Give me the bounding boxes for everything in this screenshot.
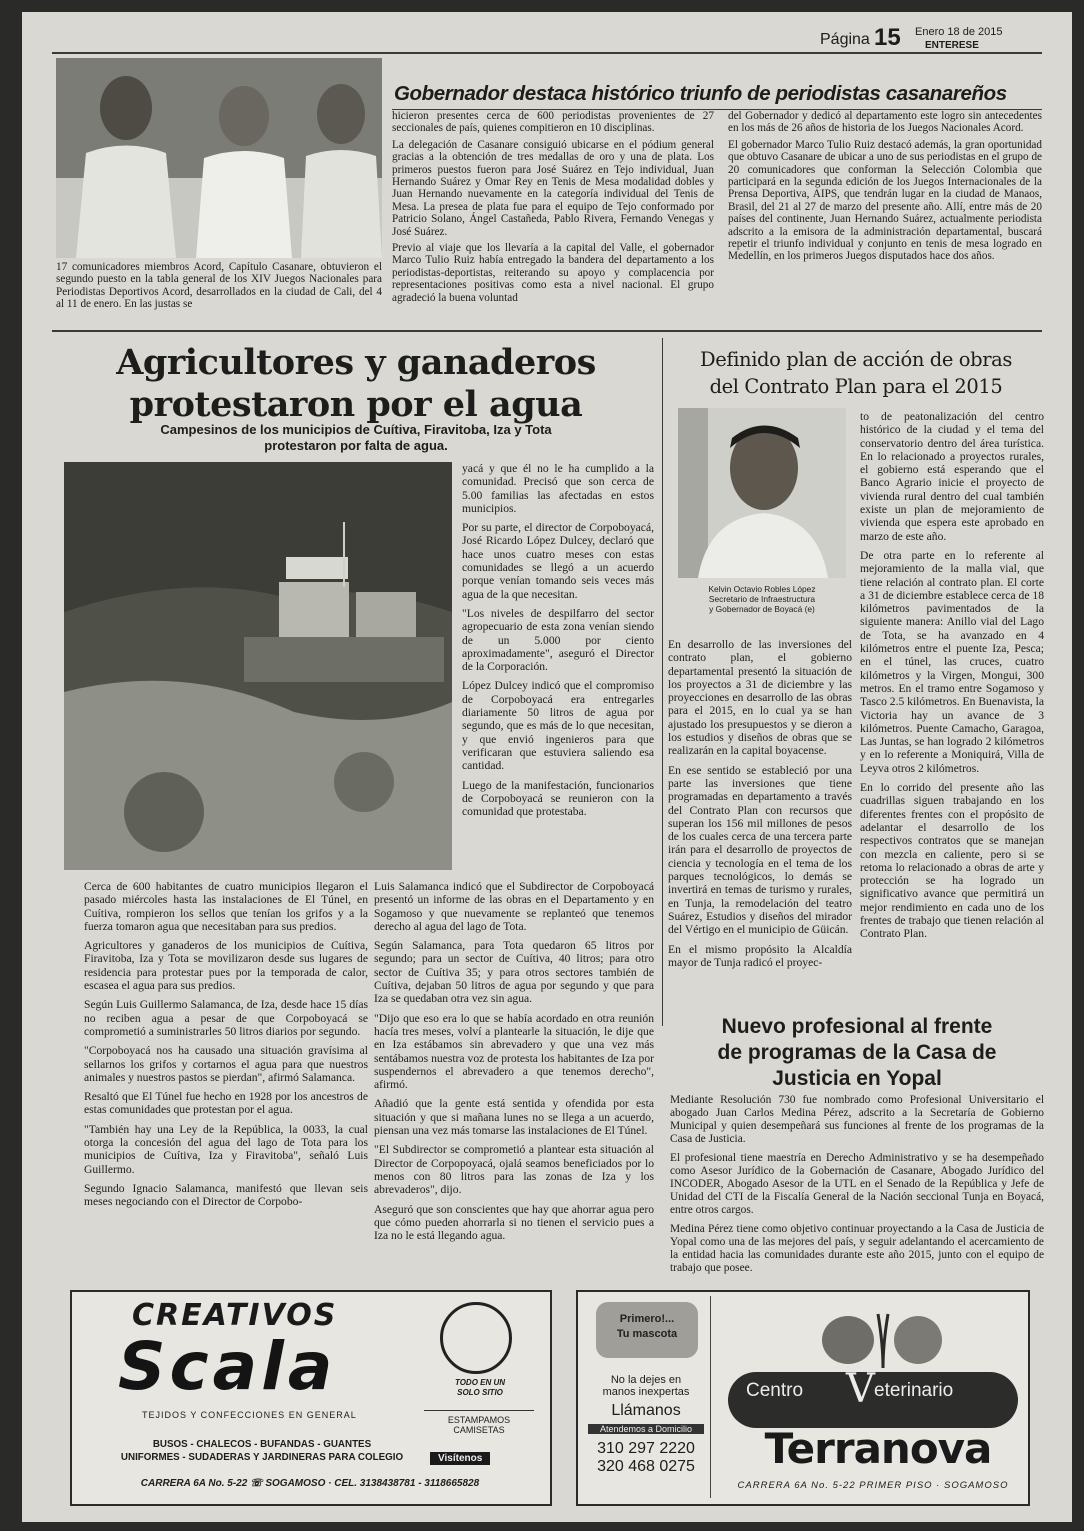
agri-title-line1: Agricultores y ganaderos: [116, 342, 596, 383]
agri-paragraph: "Dijo que eso era lo que se había acordado en otra reunión hacía tres meses, volví a plantearle la situación, le dije que en Iza estábamos sin abrevadero y que una vez más sentábamos nuestra voz de protesta los habitantes de Iza por suspendernos el abrevadero a que tenemos derecho", afirmó.: [374, 1011, 654, 1092]
official-portrait: [678, 408, 846, 578]
top-paragraph: La delegación de Casanare consiguió ubicarse en el pódium general gracias a la obtención de tres medallas de oro y una de plata. Los primeros puestos fueron para José Suárez en Tejo individual, Juan Hernando Suárez y Omar Rey en Tenis de Mesa modalidad dobles y Juan Hernando nuevamente en la categoría individual del Tenis de Mesa. La presea de plata fue para el equipo de Tejo conformado por Patricio Solano, Ángel Castañeda, Pablo Rivera, Fernando Venegas y José Suárez.: [392, 138, 714, 238]
justicia-title-line3: Justicia en Yopal: [772, 1067, 942, 1090]
scala-stamp-line: ESTAMPAMOS: [447, 1415, 511, 1425]
scala-logo-icon: [440, 1302, 512, 1374]
scala-slogan-line: TODO EN UN: [454, 1378, 506, 1387]
plan-paragraph: En desarrollo de las inversiones del contrato plan, el gobierno departamental presentó la situación de los proyectos a 31 de diciembre y las proyecciones en desarrollo de las obras para el 2015, en lo cual ya se han ajustado los presupuestos y se dieron a los estudios y diseños de obras que se realizarán en la capital boyacense.: [668, 638, 852, 758]
plan-paragraph: to de peatonalización del centro histórico de la ciudad y el tema del conservatorio dentro del área turística. En lo relacionado a proyectos rurales, el gobierno está esperando que el Banco Agrario inicie el proyecto de vivienda rural dentro del cual también existe un plan de mejoramiento de vivienda que espera este aprobado en marzo de este año.: [860, 410, 1044, 543]
terranova-brand: Terranova: [764, 1424, 992, 1473]
agri-paragraph: López Dulcey indicó que el compromiso de Corpoboyacá era entregarles diariamente 50 litros de agua por segundo, que es más de lo que necesitan, y que envió ingenieros para que verificaran que estuviera saliendo esa cantidad.: [462, 679, 654, 773]
scala-items-line: BUSOS - CHALECOS - BUFANDAS - GUANTES: [152, 1439, 372, 1450]
protest-site-photo-art: [64, 462, 452, 870]
agri-subtitle-line2: protestaron por falta de agua.: [264, 438, 448, 453]
clinic-v: V: [846, 1366, 875, 1412]
scala-items-line: UNIFORMES - SUDADERAS Y JARDINERAS PARA COLEGIO: [120, 1452, 404, 1463]
justicia-paragraph: El profesional tiene maestría en Derecho Administrativo y se ha desempeñado como Asesor Jurídico de la Gobernación de Casanare, Abogado Jurídico del INCODER, Abogado Asesor de la UTL en el Senado de la República y Jefe de Unidad del CTI de la Fiscalía General de la Nación seccional Tunja en Boyacá, entre otros cargos.: [670, 1152, 1044, 1216]
photo-caption: 17 comunicadores miembros Acord, Capítulo Casanare, obtuvieron el segundo puesto en la tabla general de los XIV Juegos Nacionales para Periodistas Deportivos Acord, desarrollados en la ciudad de Cali, del 4 al 11 de enero. En las justas se: [56, 261, 382, 311]
agri-paragraph: "El Subdirector se comprometió a plantear esta situación al Director de Corpopoyacá, ojalá seamos beneficiados por lo menos con 80 litros para las zonas de Iza y los abrevaderos", dijo.: [374, 1143, 654, 1197]
newspaper-page: [22, 12, 1072, 1522]
scala-brand-top: CREATIVOS: [132, 1298, 338, 1333]
agri-paragraph: Aseguró que son conscientes que hay que ahorrar agua pero que cómo pueden ahorrarla si no tienen el servicio pues a Iza no le está llegando agua.: [374, 1202, 654, 1243]
agri-title-line2: protestaron por el agua: [129, 384, 583, 425]
note-line: No la dejes en: [610, 1374, 682, 1386]
header-rule: [52, 52, 1042, 54]
plan-paragraph: En lo corrido del presente año las cuadrillas siguen trabajando en los diferentes frentes con el propósito de adelantar el desarrollo de los respectivos contratos que se manejan con mezcla en caliente, pero si se retoma lo relacionado a obras de arte y protección se ha logrado un significativo avance que permitirá un mejor rendimiento en cada uno de los frentes de trabajo que tienen relación al Contrato Plan.: [860, 781, 1044, 941]
plan-title-line1: Definido plan de acción de obras: [700, 348, 1012, 371]
note-line: manos inexpertas: [602, 1386, 690, 1398]
agri-paragraph: Según Salamanca, para Tota quedaron 65 litros por segundo; para un sector de Cuítiva, 40 litros; para otro sector de Cuítiva 35; y para otros sectores también de Cuítiva, dejaban 50 litros de agua por segundo y que para Iza se quedaban otra vez sin agua.: [374, 939, 654, 1006]
agri-paragraph: "También hay una Ley de la República, la 0033, la cual otorga la concesión del agua del lago de Tota para los municipios de Cuítiva, Iza y Firavitoba", señaló Luis Guillermo.: [84, 1122, 368, 1176]
call-label: Llámanos: [611, 1402, 681, 1419]
terranova-address: CARRERA 6A No. 5-22 PRIMER PISO · SOGAMOSO: [737, 1480, 1009, 1491]
top-paragraph: Previo al viaje que los llevaría a la capital del Valle, el gobernador Marco Tulio Ruiz había entregado la bandera del departamento a los periodistas-deportistas, reiterando su apoyo y complacencia por representaciones positivas como esta a nivel nacional. El grupo agradeció la buena voluntad: [392, 242, 714, 304]
scala-subtitle: TEJIDOS Y CONFECCIONES EN GENERAL: [142, 1410, 357, 1420]
top-article-title: Gobernador destaca histórico triunfo de periodistas casanareños: [394, 82, 1007, 105]
agri-paragraph: Cerca de 600 habitantes de cuatro municipios llegaron el pasado miércoles hasta las instalaciones de El Túnel, en Cuítiva, rompieron los sellos que tenían los grifos y a la fuerza tomaron agua que necesitaban para sus predios.: [84, 880, 368, 933]
justicia-title-line1: Nuevo profesional al frente: [721, 1015, 993, 1038]
plan-paragraph: De otra parte en lo referente al mejoramiento de la malla vial, que tiene relación al contrato plan. El corte a 31 de diciembre establece cerca de 18 kilómetros pavimentados de la siguiente manera: Anillo vial del Lago de Tota, se ha avanzado en 4 kilómetros entre el puente Iza, Pesca; en el túnel, las cruces, cuatro kilómetros y la Virgen, Mongui, 300 metros. En el tramo entre Sogamoso y Tasco 2.5 kilómetros. En Buenavista, la Victoria hay un avance de 3 kilómetros. Puente Camacho, Garagoa, Las Juntas, se han logrado 2 kilómetros y en lo referente a Moniquirá, Villa de Leyva otros 2 kilómetros.: [860, 548, 1045, 775]
justicia-title-line2: de programas de la Casa de: [717, 1041, 997, 1064]
agri-paragraph: Añadió que la gente está sentida y ofendida por esta situación y que si mañana lunes no se llega a un acuerdo, piensan una vez más tomarse las instalaciones de El Túnel.: [374, 1097, 654, 1138]
agri-paragraph: Según Luis Guillermo Salamanca, de Iza, desde hace 15 días no reciben agua a pesar de que Corpoboyacá se comprometió a suministrarles 50 litros diarios por segundo.: [84, 998, 368, 1038]
phone-number: 310 297 2220: [597, 1440, 695, 1457]
plan-paragraph: En ese sentido se estableció por una parte las inversiones que tiene programadas en departamento a través del Contrato Plan con recursos que superan los 156 mil millones de pesos de los cuales cerca de una tercera parte irán para el desarrollo de proyectos de ciencia y tecnología en el tema de los parques tecnológicos, lo demás se invertirá en temas de turismo y rurales, en Tunja, la remodelación del teatro Suárez, Estudios y diseños del mirador del Vértigo en el municipio de Güicán.: [668, 763, 852, 937]
scala-visit-badge: Visítenos: [430, 1452, 490, 1465]
agri-paragraph: Agricultores y ganaderos de los municipios de Cuítiva, Firavitoba, Iza y Tota se movilizaron desde sus lugares de residencia para protestar pues por la temporada de calor, escasea el agua para sus predios.: [84, 939, 368, 993]
agri-paragraph: Por su parte, el director de Corpoboyacá, José Ricardo López Dulcey, declaró que hace unos cuatro meses con estas comunidades se llegó a un acuerdo porque venían tomando seis veces más agua de la que necesitan.: [462, 521, 654, 601]
home-service-badge: Atendemos a Domicilio: [588, 1424, 704, 1434]
portrait-caption-line: Secretario de Infraestructura: [708, 594, 816, 604]
terranova-ad: [576, 1290, 1030, 1506]
column-divider: [662, 338, 663, 1026]
clinic-name-1: Centro: [746, 1380, 804, 1401]
scala-address: CARRERA 6A No. 5-22 ☏ SOGAMOSO · CEL. 3138438781 - 3118665828: [140, 1478, 480, 1489]
top-paragraph: del Gobernador y dedicó al departamento este logro sin antecedentes en los más de 26 años de historia de los Juegos Nacionales Acord.: [728, 110, 1042, 135]
page-number: 15: [874, 24, 901, 51]
scala-brand: Scala: [118, 1328, 337, 1405]
page-word: Página: [820, 31, 870, 48]
agri-paragraph: Resaltó que El Túnel fue hecho en 1928 por los ancestros de estas comunidades que protestan por el agua.: [84, 1090, 368, 1117]
agri-paragraph: Segundo Ignacio Salamanca, manifestó que llevan seis meses negociando con el Director de Corpobo-: [84, 1181, 368, 1209]
agri-paragraph: "Corpoboyacá nos ha causado una situación gravísima al sellarnos los grifos y cortarnos el agua para que nuestros animales y nuestros pastos se pierdan", afirmó Salamanca.: [84, 1044, 368, 1084]
pets-logo-icon: [808, 1304, 958, 1368]
bubble-line: Primero!...: [619, 1313, 675, 1325]
plan-title-line2: del Contrato Plan para el 2015: [709, 375, 1003, 398]
justicia-paragraph: Medina Pérez tiene como objetivo continuar proyectando a la Casa de Justicia de Yopal como una de las mejores del país, y seguir adelantando el acercamiento de la entidad hacia las comunidades durante este año 2015, junto con el equipo de trabajo que posee.: [670, 1223, 1044, 1274]
portrait-caption-line: y Gobernador de Boyacá (e): [709, 604, 815, 614]
phone-number: 320 468 0275: [597, 1458, 695, 1475]
scala-slogan-line: SOLO SITIO: [457, 1388, 503, 1397]
issue-date: Enero 18 de 2015: [915, 26, 1003, 38]
section-divider: [52, 330, 1042, 332]
official-portrait-art: [678, 408, 846, 578]
scala-ad: [70, 1290, 552, 1506]
portrait-caption-line: Kelvin Octavio Robles López: [708, 584, 816, 594]
clinic-name-2: eterinario: [874, 1380, 954, 1401]
publication-name: ENTERESE: [925, 40, 979, 51]
agri-subtitle-line1: Campesinos de los municipios de Cuítiva, Firavitoba, Iza y Tota: [160, 422, 552, 437]
agri-paragraph: "Los niveles de despilfarro del sector agropecuario de esta zona venían siendo de un 5.000 por ciento aproximadamente", aseguró el Director de la Corporación.: [462, 606, 654, 674]
protest-site-photo: [64, 462, 452, 870]
journalists-photo: [56, 58, 382, 258]
justicia-paragraph: Mediante Resolución 730 fue nombrado como Profesional Universitario el abogado Juan Carlos Medina Pérez, adscrito a la Secretaría de Gobierno Municipal y quien desempeñará sus funciones al frente de los programas de la Casa de Justicia.: [670, 1094, 1044, 1145]
agri-paragraph: Luis Salamanca indicó que el Subdirector de Corpoboyacá presentó un informe de las obras en el Departamento y en Sogamoso y que nuevamente se replanteó que tenemos derecho al agua del lago de Tota.: [374, 880, 654, 933]
bubble-line: Tu mascota: [616, 1328, 678, 1340]
top-paragraph: hicieron presentes cerca de 600 periodistas provenientes de 27 seccionales de país, quienes compitieron en 10 disciplinas.: [392, 110, 714, 135]
journalists-photo-art: [56, 58, 382, 258]
agri-paragraph: yacá y que él no le ha cumplido a la comunidad. Precisó que son cerca de 5.00 familias las afectadas en estos municipios.: [462, 462, 654, 515]
top-paragraph: El gobernador Marco Tulio Ruiz destacó además, la gran oportunidad que obtuvo Casanare de ubicar a uno de sus periodistas en el grupo de 20 comunicadores que conforman la Selección Colombia que participará en la segunda edición de los Juegos Internacionales de la Prensa Deportiva, AIPS, que tendrán lugar en la ciudad de Manaos, Brasil, del 21 al 27 de marzo del presente año. Allí, entre más de 20 países del continente, Juan Hernando Suárez, actualmente periodista adscrito a la emisora de la administración departamental, buscará repetir el triunfo individual y conjunto en tenis de mesa logrado en Medellín, en los primeros Juegos disputados hace dos años.: [728, 138, 1042, 263]
plan-paragraph: En el mismo propósito la Alcaldía mayor de Tunja radicó el proyec-: [668, 942, 852, 969]
scala-stamp-line: CAMISETAS: [453, 1425, 505, 1435]
agri-paragraph: Luego de la manifestación, funcionarios de Corpoboyacá se reunieron con la comunidad que protestaba.: [462, 778, 654, 819]
